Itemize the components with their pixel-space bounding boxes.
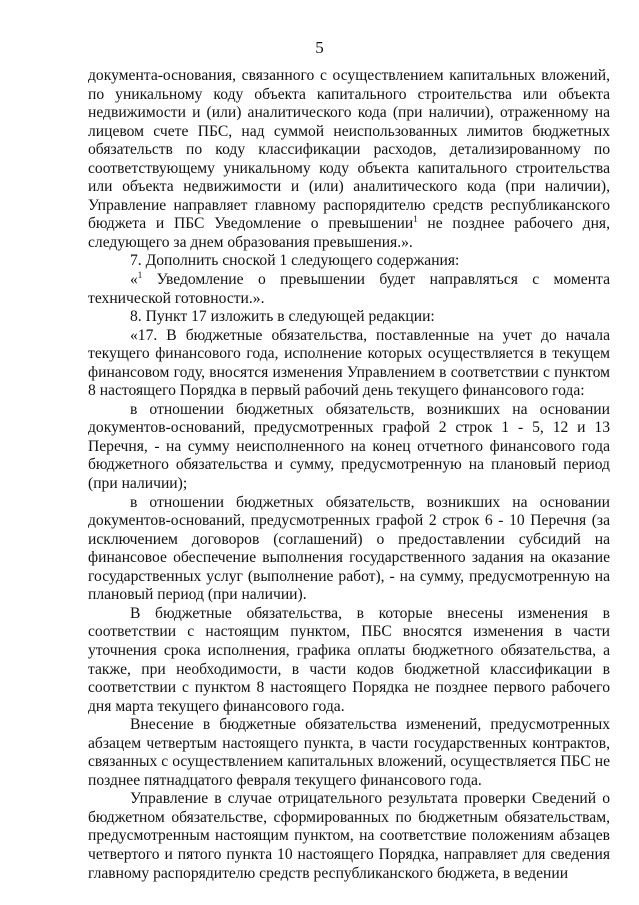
paragraph-10: Управление в случае отрицательного результата проверки Сведений о бюджетном обязательстве, сформированных по бюджетным обязательствам, предусмотренным настоящим пунктом, на соответствие положениям абзацев четвертого и пятого пункта 10 настоящего Порядка, направляет для сведения главному распорядителю средств республиканского бюджета, в ведении [88,790,610,882]
paragraph-5: «17. В бюджетные обязательства, поставленные на учет до начала текущего финансового года, исполнение которых осуществляется в текущем финансовом году, вносятся изменения Управлением в соответствии с пунктом 8 настоящего Порядка в первый рабочий день текущего финансового года: [88,326,610,400]
document-body [88,67,610,883]
paragraph-3: «$^1$ Уведомление о превышении будет направляться с момента технической готовности.». [88,269,610,307]
paragraph-2: 7. Дополнить сноской 1 следующего содержания: [130,252,460,270]
paragraph-9: Внесение в бюджетные обязательства изменений, предусмотренных абзацем четвертым настоящего пункта, в части государственных контрактов, связанных с осуществлением капитальных вложений, осуществляется ПБС не позднее пятнадцатого февраля текущего финансового года. [88,716,610,789]
paragraph-4: 8. Пункт 17 изложить в следующей редакции: [130,308,435,326]
paragraph-8: В бюджетные обязательства, в которые внесены изменения в соответствии с настоящим пунктом, ПБС вносятся изменения в части уточнения срока исполнения, графика оплаты бюджетного обязательства, а также, при необходимости, в части кодов бюджетной классификации в соответствии с пунктом 8 настоящего Порядка не позднее первого рабочего дня марта текущего финансового года. [88,604,610,715]
paragraph-7: в отношении бюджетных обязательств, возникших на основании документов-оснований, предусмотренных графой 2 строк 6 - 10 Перечня (за исключением договоров (соглашений) о предоставлении субсидий на финансовое обеспечение выполнения государственного задания на оказание государственных услуг (выполнение работ), - на сумму, предусмотренную на плановый период (при наличии). [88,493,610,604]
page-number: 5 [315,38,324,57]
paragraph-6: в отношении бюджетных обязательств, возникших на основании документов-оснований, предусмотренных графой 2 строк 1 - 5, 12 и 13 Перечня, - на сумму неисполненного на конец отчетного финансового года бюджетного обязательства и сумму, предусмотренную на плановый период (при наличии); [88,400,610,493]
paragraph-1: документа-основания, связанного с осуществлением капитальных вложений, по уникальному коду объекта капитального строительства или объекта недвижимости и (или) аналитического кода (при наличии), отраженному на лицевом счете ПБС, над суммой неиспользованных лимитов бюджетных обязательств по коду классификации расходов, детализированному по соответствующему уникальному коду объекта капитального строительства или объекта недвижимости и (или) аналитического кода (при наличии), Управление направляет главному распорядителю средств республиканского бюджета и ПБС Уведомление о превышении$^1$ не позднее рабочего дня, следующего за днем образования превышения.». [88,67,610,251]
footnote-marker: 1 [137,269,143,280]
footnote-marker: 1 [413,214,418,225]
